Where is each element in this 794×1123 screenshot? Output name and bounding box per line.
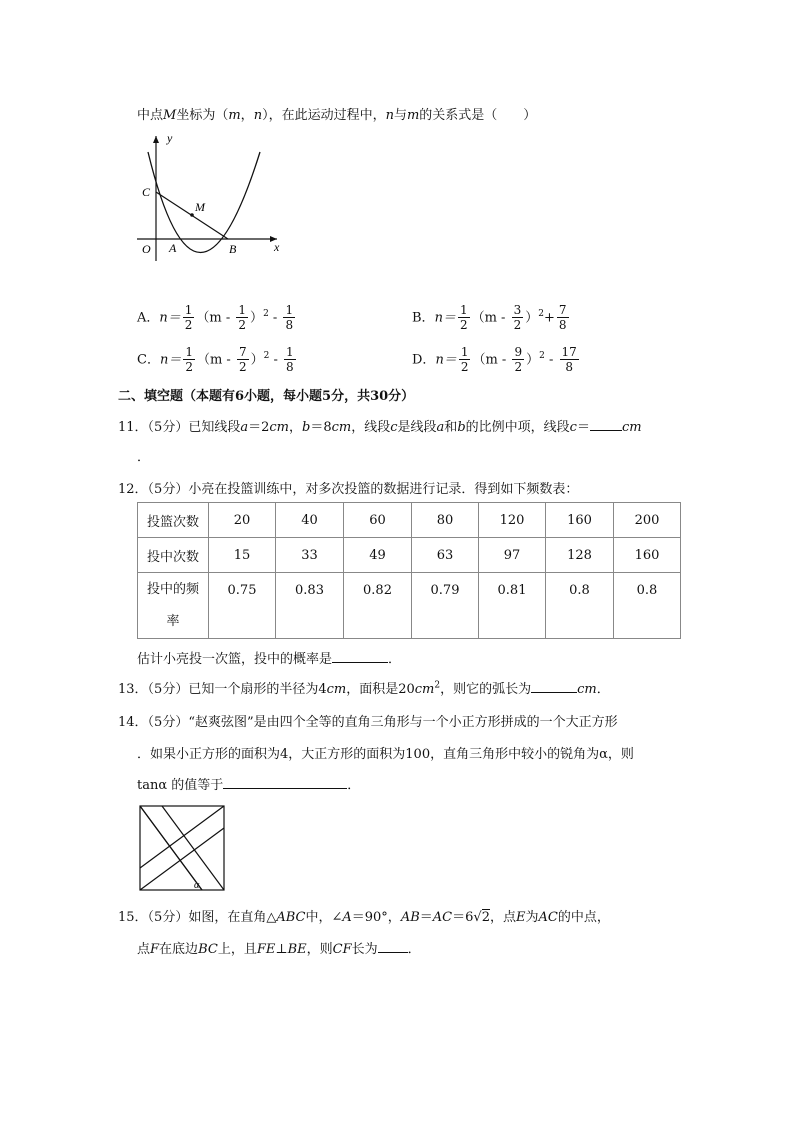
q11-var: a bbox=[240, 420, 249, 435]
table-row bbox=[138, 573, 681, 639]
q10-text: 与 bbox=[393, 108, 407, 123]
option-paren: ） bbox=[250, 310, 264, 326]
answer-blank[interactable] bbox=[531, 680, 577, 693]
q13-stem bbox=[118, 678, 610, 697]
q11-var: b bbox=[302, 420, 311, 435]
answer-blank[interactable] bbox=[590, 418, 622, 431]
option-paren: ） bbox=[525, 310, 539, 326]
table-cell: 63 bbox=[412, 538, 479, 573]
option-exp: 2 bbox=[538, 309, 544, 319]
q12-stem bbox=[118, 478, 578, 497]
question-number: 13． bbox=[118, 682, 148, 697]
option-paren: （m - bbox=[196, 352, 235, 368]
table-cell: 80 bbox=[412, 503, 479, 538]
option-label: A． bbox=[137, 310, 160, 326]
frac-num: 3 bbox=[513, 303, 522, 318]
fraction bbox=[237, 345, 249, 374]
q14-line3 bbox=[137, 774, 360, 793]
frac-den: 8 bbox=[558, 318, 567, 333]
q11-text: （5分）已知线段 bbox=[147, 420, 241, 435]
section-title: 二、填空题（本题有6小题，每小题5分，共30分） bbox=[118, 389, 415, 404]
frac-den: 2 bbox=[513, 318, 522, 333]
option-label: C． bbox=[137, 352, 160, 368]
option-lhs: n＝ bbox=[434, 310, 456, 326]
question-number: 15． bbox=[118, 910, 148, 925]
frac-num: 7 bbox=[558, 303, 567, 318]
q11-text: 和 bbox=[444, 420, 458, 435]
fraction bbox=[557, 303, 569, 332]
answer-blank[interactable] bbox=[378, 940, 408, 953]
q11-var: a bbox=[436, 420, 445, 435]
q15-var: AC bbox=[538, 910, 558, 925]
sqrt-sign: √ bbox=[473, 910, 482, 925]
q15-var: A bbox=[342, 910, 352, 925]
frac-den: 2 bbox=[460, 360, 469, 375]
fraction bbox=[183, 345, 195, 374]
q13-text: ． bbox=[596, 682, 610, 697]
q15-var: ABC bbox=[276, 910, 306, 925]
table-row bbox=[138, 503, 681, 538]
label-a: A bbox=[169, 241, 177, 255]
table-cell: 60 bbox=[344, 503, 412, 538]
table-cell: 0.81 bbox=[479, 573, 546, 639]
q15-text: ＝6 bbox=[452, 910, 474, 925]
table-cell: 0.8 bbox=[546, 573, 614, 639]
q15-text: ＝90°， bbox=[351, 910, 401, 925]
q14-text: ． bbox=[347, 778, 361, 793]
option-op: - bbox=[269, 352, 283, 368]
q11-text: ＝8 bbox=[310, 420, 332, 435]
table-cell: 33 bbox=[276, 538, 344, 573]
table-cell: 0.79 bbox=[412, 573, 479, 639]
option-op: + bbox=[543, 310, 555, 326]
fraction bbox=[458, 303, 470, 332]
table-cell: 40 bbox=[276, 503, 344, 538]
question-number: 14． bbox=[118, 715, 148, 730]
option-label: B． bbox=[412, 310, 435, 326]
frac-num: 17 bbox=[561, 345, 577, 360]
q15-var: E bbox=[516, 910, 526, 925]
answer-blank[interactable] bbox=[332, 650, 388, 663]
frac-num: 1 bbox=[459, 303, 468, 318]
option-lhs: n＝ bbox=[159, 352, 182, 368]
frac-den: 8 bbox=[286, 360, 294, 375]
q10-parabola-graph bbox=[132, 128, 292, 263]
frequency-table bbox=[137, 502, 681, 639]
q10-option-d[interactable] bbox=[412, 336, 581, 376]
q15-var: AB bbox=[400, 910, 420, 925]
table-cell: 20 bbox=[209, 503, 276, 538]
q10-text: 的关系式是（ ） bbox=[419, 108, 537, 123]
table-cell: 160 bbox=[614, 538, 681, 573]
q14-line1 bbox=[118, 711, 618, 730]
q13-exp: 2 bbox=[434, 680, 441, 691]
q10-var: M bbox=[163, 108, 177, 123]
fraction bbox=[512, 345, 524, 374]
frac-den: 2 bbox=[185, 360, 193, 375]
q10-var: m bbox=[406, 108, 420, 123]
q11-text: ，线段 bbox=[351, 420, 391, 435]
frac-den: 2 bbox=[514, 360, 523, 375]
q13-unit: cm bbox=[326, 682, 347, 697]
label-m: M bbox=[195, 200, 205, 214]
q15-text: ⊥ bbox=[275, 942, 288, 957]
q11-unit: cm bbox=[331, 420, 352, 435]
label-o: O bbox=[142, 242, 151, 256]
q10-var: n bbox=[253, 108, 263, 123]
option-lhs: n＝ bbox=[435, 352, 457, 368]
q11-text: ＝2 bbox=[248, 420, 270, 435]
q15-text: ，点 bbox=[489, 910, 516, 925]
outer-square bbox=[140, 806, 224, 890]
q15-text: 的中点， bbox=[557, 910, 610, 925]
table-header: 投中次数 bbox=[138, 538, 209, 573]
option-paren: （m - bbox=[196, 310, 235, 326]
q12-after bbox=[137, 648, 401, 667]
q13-text: （5分）已知一个扇形的半径为4 bbox=[147, 682, 327, 697]
y-axis-arrow bbox=[153, 136, 159, 143]
q10-var: m bbox=[228, 108, 241, 123]
table-cell: 0.8 bbox=[614, 573, 681, 639]
q14-text: （5分）“赵爽弦图”是由四个全等的直角三角形与一个小正方形拼成的一个大正方形 bbox=[147, 715, 618, 730]
frac-num: 7 bbox=[238, 345, 247, 360]
option-paren: （m - bbox=[471, 310, 510, 326]
fraction bbox=[284, 345, 296, 374]
q10-text: 坐标为（ bbox=[176, 108, 229, 123]
point-m bbox=[190, 213, 194, 217]
frac-num: 9 bbox=[514, 345, 523, 360]
q15-var: CF bbox=[332, 942, 352, 957]
q15-line1 bbox=[118, 906, 610, 925]
question-number: 11． bbox=[118, 420, 148, 435]
table-cell: 97 bbox=[479, 538, 546, 573]
q15-text: 点 bbox=[137, 942, 151, 957]
q11-text: 是线段 bbox=[397, 420, 437, 435]
table-cell: 0.83 bbox=[276, 573, 344, 639]
option-exp: 2 bbox=[263, 351, 270, 361]
label-x: x bbox=[274, 240, 280, 254]
q14-line2: ．如果小正方形的面积为4，大正方形的面积为100，直角三角形中较小的锐角为α，则 bbox=[137, 747, 634, 762]
label-b: B bbox=[229, 242, 237, 256]
fraction bbox=[560, 345, 579, 374]
frac-den: 8 bbox=[285, 318, 294, 333]
table-cell: 200 bbox=[614, 503, 681, 538]
q15-text: ＝ bbox=[419, 910, 433, 925]
q10-option-a[interactable] bbox=[137, 294, 297, 334]
q10-text: ， bbox=[240, 108, 254, 123]
q11-line1 bbox=[118, 416, 642, 435]
header-line: 投中的频 bbox=[146, 581, 199, 597]
q15-var: AC bbox=[432, 910, 453, 925]
q11-unit: cm bbox=[269, 420, 289, 435]
q10-option-b[interactable] bbox=[412, 294, 571, 334]
option-label: D． bbox=[412, 352, 436, 368]
table-row bbox=[138, 538, 681, 573]
option-op: - bbox=[268, 310, 282, 326]
q15-text: 上，且 bbox=[217, 942, 257, 957]
q11-line2: ． bbox=[137, 450, 151, 465]
fraction bbox=[459, 345, 471, 374]
q15-text: 在底边 bbox=[159, 942, 199, 957]
answer-blank[interactable] bbox=[223, 776, 347, 789]
question-number: 12． bbox=[118, 482, 148, 497]
table-cell: 128 bbox=[546, 538, 614, 573]
sqrt-arg: 2 bbox=[481, 910, 490, 925]
q15-text: 中，∠ bbox=[305, 910, 343, 925]
q15-text: 长为 bbox=[351, 942, 378, 957]
fraction bbox=[283, 303, 295, 332]
q14-text: tanα 的值等于 bbox=[137, 778, 224, 793]
fraction bbox=[183, 303, 195, 332]
frac-den: 2 bbox=[238, 318, 247, 333]
label-y: y bbox=[167, 131, 173, 145]
frac-den: 8 bbox=[565, 360, 573, 375]
q10-option-c[interactable] bbox=[137, 336, 298, 376]
table-cell: 120 bbox=[479, 503, 546, 538]
frac-num: 1 bbox=[286, 345, 294, 360]
table-cell: 0.75 bbox=[209, 573, 276, 639]
fraction bbox=[512, 303, 524, 332]
q11-unit: cm bbox=[621, 420, 642, 435]
q11-text: 的比例中项，线段 bbox=[465, 420, 570, 435]
q12-text: （5分）小亮在投篮训练中，对多次投篮的数据进行记录．得到如下频数表： bbox=[147, 482, 579, 497]
q12-text: 估计小亮投一次篮，投中的概率是 bbox=[137, 652, 333, 667]
frac-den: 2 bbox=[184, 318, 193, 333]
q11-text: ， bbox=[288, 420, 302, 435]
option-lhs: n＝ bbox=[159, 310, 181, 326]
frac-num: 1 bbox=[185, 345, 193, 360]
q15-var: BC bbox=[198, 942, 218, 957]
table-header: 投篮次数 bbox=[138, 503, 209, 538]
table-cell: 15 bbox=[209, 538, 276, 573]
frac-den: 2 bbox=[238, 360, 247, 375]
alpha-label: α bbox=[194, 880, 200, 891]
header-line: 率 bbox=[166, 613, 180, 629]
q13-unit: cm bbox=[577, 682, 597, 697]
table-header bbox=[138, 573, 209, 639]
q10-stem bbox=[137, 104, 536, 123]
q10-text: ），在此运动过程中， bbox=[262, 108, 386, 123]
q11-text: ＝ bbox=[576, 420, 590, 435]
q13-text: ，面积是20 bbox=[346, 682, 415, 697]
frac-num: 1 bbox=[238, 303, 247, 318]
table-cell: 49 bbox=[344, 538, 412, 573]
option-exp: 2 bbox=[539, 351, 545, 361]
q15-var: FE bbox=[256, 942, 276, 957]
frac-num: 1 bbox=[460, 345, 469, 360]
option-op: - bbox=[544, 352, 558, 368]
q13-text: ，则它的弧长为 bbox=[440, 682, 532, 697]
frac-num: 1 bbox=[285, 303, 294, 318]
option-paren: ） bbox=[250, 352, 264, 368]
option-exp: 2 bbox=[263, 309, 269, 319]
option-paren: （m - bbox=[472, 352, 511, 368]
q15-text: ，则 bbox=[306, 942, 333, 957]
q15-text: ． bbox=[407, 942, 421, 957]
q15-var: F bbox=[150, 942, 160, 957]
q11-var: c bbox=[569, 420, 577, 435]
label-c: C bbox=[142, 185, 151, 199]
q15-var: BE bbox=[287, 942, 307, 957]
table-cell: 160 bbox=[546, 503, 614, 538]
q12-text: ． bbox=[388, 652, 402, 667]
table-cell: 0.82 bbox=[344, 573, 412, 639]
option-paren: ） bbox=[526, 352, 540, 368]
fraction bbox=[236, 303, 248, 332]
q11-var: b bbox=[457, 420, 466, 435]
q10-var: n bbox=[385, 108, 394, 123]
frac-num: 1 bbox=[184, 303, 193, 318]
q15-text: （5分）如图，在直角△ bbox=[147, 910, 277, 925]
q15-text: 为 bbox=[525, 910, 539, 925]
frac-den: 2 bbox=[459, 318, 468, 333]
q10-text: 中点 bbox=[137, 108, 164, 123]
q11-var: c bbox=[390, 420, 398, 435]
q15-line2 bbox=[137, 938, 421, 957]
q13-unit: cm bbox=[414, 682, 435, 697]
zhao-shuang-diagram bbox=[138, 804, 226, 892]
